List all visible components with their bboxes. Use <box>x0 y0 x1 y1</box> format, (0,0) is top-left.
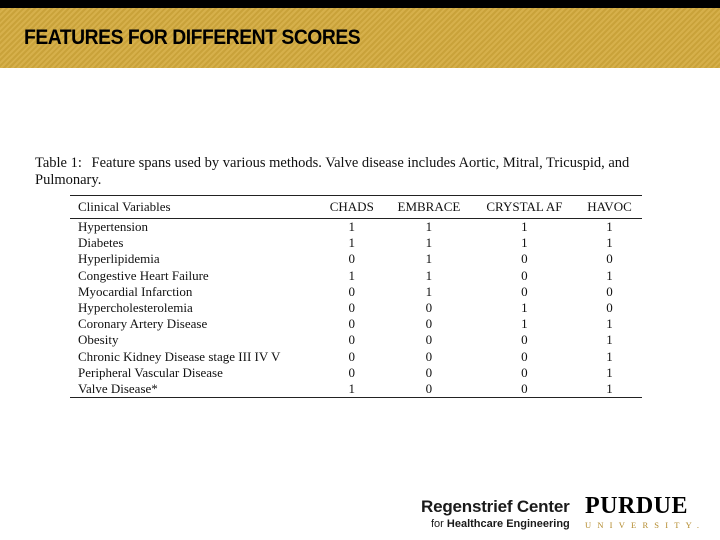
variable-name-cell: Myocardial Infarction <box>78 283 193 299</box>
column-header: CHADS <box>318 196 384 219</box>
value-cell: 1 <box>606 348 613 364</box>
table-body <box>70 219 642 398</box>
table-row <box>70 365 642 381</box>
value-cell: 1 <box>575 381 642 398</box>
value-cell: 1 <box>606 364 613 380</box>
value-cell: 0 <box>348 316 356 332</box>
value-cell: 1 <box>521 235 528 251</box>
table-row <box>70 300 642 316</box>
value-cell: 0 <box>521 283 528 299</box>
value-cell: 0 <box>425 348 433 364</box>
variable-name-cell: Diabetes <box>78 235 124 251</box>
title-banner <box>0 8 720 68</box>
variable-name-cell: Chronic Kidney Disease stage III IV V <box>78 348 281 364</box>
value-cell: 0 <box>348 283 356 299</box>
value-cell: 1 <box>606 235 613 251</box>
value-cell: 1 <box>606 219 613 235</box>
top-black-bar <box>0 0 720 8</box>
table-row <box>70 332 642 348</box>
value-cell: 0 <box>425 316 433 332</box>
regenstrief-logo <box>421 497 570 530</box>
value-cell: 0 <box>384 381 472 398</box>
table-row <box>70 381 642 398</box>
value-cell: 0 <box>348 251 356 267</box>
variable-name-cell: Hyperlipidemia <box>78 251 160 267</box>
purdue-logo <box>585 494 705 530</box>
header-row <box>70 196 642 219</box>
regenstrief-sub-bold: Healthcare Engineering <box>446 518 570 530</box>
value-cell: 1 <box>348 235 356 251</box>
purdue-university: UNIVERSITY. <box>585 520 706 530</box>
value-cell: 1 <box>425 283 433 299</box>
value-cell: 0 <box>606 283 613 299</box>
table-caption <box>35 155 685 189</box>
column-header: EMBRACE <box>384 196 472 219</box>
value-cell: 0 <box>348 332 356 348</box>
value-cell: 0 <box>606 251 613 267</box>
table-row <box>70 235 642 251</box>
value-cell: 1 <box>425 235 433 251</box>
value-cell: 1 <box>425 267 433 283</box>
variable-name-cell: Valve Disease* <box>70 381 318 398</box>
column-header: CRYSTAL AF <box>472 196 575 219</box>
value-cell: 1 <box>348 267 356 283</box>
regenstrief-name: Regenstrief Center <box>421 497 570 516</box>
value-cell: 1 <box>425 251 433 267</box>
regenstrief-subtitle <box>431 518 570 530</box>
value-cell: 1 <box>606 316 613 332</box>
variable-name-cell: Coronary Artery Disease <box>78 316 208 332</box>
caption-label: Table 1: <box>35 155 82 171</box>
value-cell: 1 <box>521 316 528 332</box>
column-header: Clinical Variables <box>70 196 318 219</box>
table-row <box>70 219 642 236</box>
table-row <box>70 349 642 365</box>
variable-name-cell: Peripheral Vascular Disease <box>78 364 223 380</box>
value-cell: 1 <box>606 267 613 283</box>
value-cell: 0 <box>521 348 528 364</box>
value-cell: 0 <box>521 332 528 348</box>
value-cell: 1 <box>425 219 433 235</box>
table-row <box>70 284 642 300</box>
value-cell: 0 <box>425 364 433 380</box>
feature-table <box>70 195 642 398</box>
value-cell: 0 <box>348 300 356 316</box>
value-cell: 0 <box>521 251 528 267</box>
table-row <box>70 251 642 267</box>
variable-name-cell: Obesity <box>78 332 119 348</box>
value-cell: 0 <box>606 300 613 316</box>
purdue-wordmark: PURDUE <box>585 493 688 519</box>
value-cell: 0 <box>348 348 356 364</box>
page-title: FEATURES FOR DIFFERENT SCORES <box>24 26 361 49</box>
value-cell: 0 <box>521 364 528 380</box>
value-cell: 0 <box>472 381 575 398</box>
value-cell: 0 <box>348 364 356 380</box>
table-row <box>70 268 642 284</box>
variable-name-cell: Hypertension <box>78 219 149 235</box>
value-cell: 0 <box>425 300 433 316</box>
variable-name-cell: Hypercholesterolemia <box>78 300 193 316</box>
value-cell: 1 <box>521 219 528 235</box>
column-header: HAVOC <box>575 196 642 219</box>
value-cell: 1 <box>348 219 356 235</box>
regenstrief-sub-prefix: for <box>431 518 444 530</box>
value-cell: 0 <box>521 267 528 283</box>
value-cell: 1 <box>521 300 528 316</box>
caption-text: Feature spans used by various methods. Valve disease includes Aortic, Mitral, Tricuspid, and Pulmonary. <box>35 155 630 188</box>
table-row <box>70 316 642 332</box>
value-cell: 0 <box>425 332 433 348</box>
variable-name-cell: Congestive Heart Failure <box>78 267 209 283</box>
table-header <box>70 196 642 219</box>
value-cell: 1 <box>606 332 613 348</box>
value-cell: 1 <box>318 381 384 398</box>
